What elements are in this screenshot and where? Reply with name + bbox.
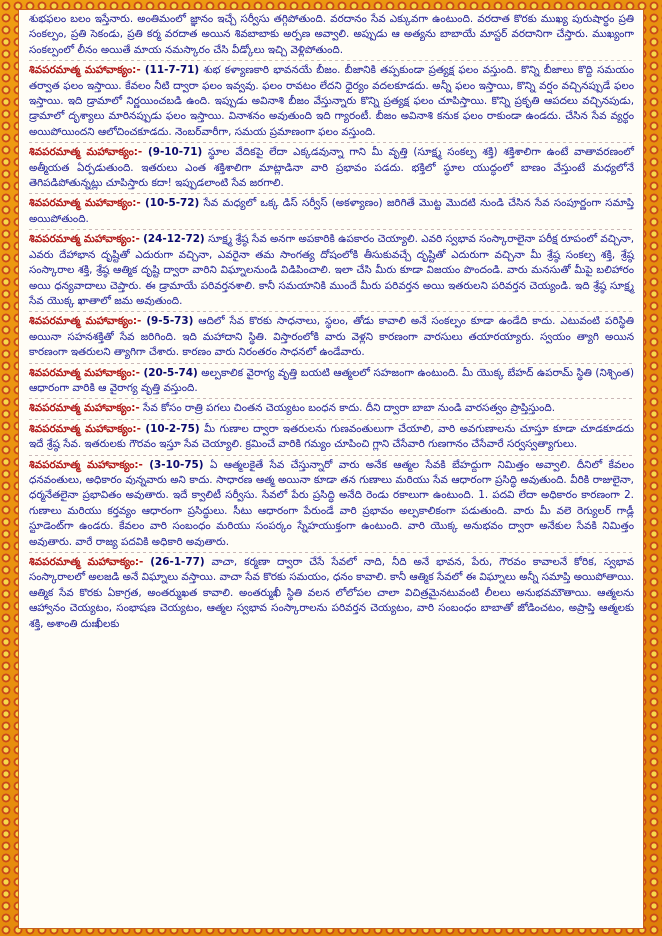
paragraph	[29, 422, 634, 453]
divider	[29, 455, 634, 456]
paragraph-heading: శివపరమాత్మ మహావాక్యం:-	[29, 197, 141, 210]
paragraph-date: (9-10-71)	[147, 146, 203, 159]
paragraph-date: (10-5-72)	[144, 197, 200, 210]
page	[19, 10, 643, 928]
divider	[29, 142, 634, 143]
paragraph-text: శుభఫలం బలం ఇస్తేనారు. అంతిమంలో జ్ఞానం ఇచ్చే సర్వీసు తగ్గిపోతుంది. వరదానం సేవ ఎక్కువగా ఉంటుంది. వరదాత కొరకు ముఖ్య పురుషార్థం ప్రతి సంకల్పం, ప్రతి సెకండు, ప్రతి కర్మ వరదాత అయిన శివబాబాకు అర్పణ అవ్వాలి. అప్పుడు ఆ అత్యను బాబాయే మాస్టర్ వరదానిగా చేస్తారు. ముఖ్యంగా సంకల్పంలో లీనం అయితే మాయ నమస్కారం చేసి వీడ్కోలు ఇచ్చి వెళ్లిపోతుంది.	[29, 13, 634, 56]
paragraph-text: సూక్ష్మ శ్రేష్ఠ సేవ అనగా అపకారికి ఉపకారం చెయ్యాలి. ఎవరి స్వభావ సంస్కారాలైనా పరీక్ష రూపంలో వచ్చినా, ఎవరు దేహాభాన దృష్టితో ఎదురుగా వచ్చినా, ఎవరైనా తమ సాంగత్య దోషంలోకి తీసుకువచ్చే దృష్టితో ఎదురుగా వచ్చినా మీ శ్రేష్ఠ సంకల్ప శక్తి, శ్రేష్ఠ సంస్కారాల శక్తి, శ్రేష్ఠ ఆత్మిక దృష్టి ద్వారా వారిని విఘ్నాలనుండి విడిపించాలి. ఇలా చేసి మీరు కూడా విజయం పొందండి. వారు మనసుతో మీపై బలిహారం అయి ధన్యవాదాలు చెప్తారు. ఈ డ్రామాయే పరివర్తనశాలి. కానీ సమయానికి ముందే మీరు పరివర్తన అయి ఇతరులని పరివర్తన చెయ్యండి. ఇది శ్రేష్ఠ సూక్ష్మ సేవ యొక్క ఖాతాలో జమ అవుతుంది.	[29, 233, 635, 307]
divider	[29, 363, 634, 364]
paragraph	[29, 145, 634, 191]
paragraph	[29, 458, 634, 550]
paragraph-heading: శివపరమాత్మ మహావాక్యం:-	[29, 146, 143, 159]
paragraph	[29, 555, 634, 632]
divider	[29, 552, 634, 553]
paragraph-text: ఆదిలో సేవ కొరకు సాధనాలు, స్థలం, తోడు కావాలి అనే సంకల్పం కూడా ఉండేది కాదు. ఎటువంటి పరిస్థితి అయినా సహనశక్తితో సేవ జరిగింది. ఇది మహాదాని స్థితి. విస్తారంలోకి వారు వెళ్లని కారణంగా వారసులు తయారయ్యారు. స్వయం త్యాగి అయిన కారణంగా ఇతరులని త్యాగిగా చేశారు. కారణం వారు నిరంతరం సాధనలో ఉండేవారు.	[29, 315, 634, 359]
paragraph-text: వాచా, కర్మణా ద్వారా చేసే సేవలో నాది, నీది అనే భావన, పేరు, గౌరవం కావాలనే కోరిక, స్వభావ సంస్కారాలలో అలజడి అనే విఘ్నాలు వస్తాయి. వాచా సేవ కొరకు సమయం, ధనం కావాలి. కానీ ఆత్మిక సేవలో ఈ విఘ్నాలు అన్నీ సమాప్తి అయిపోతాయి. ఆత్మిక సేవ కొరకు ఏకాగ్రత, అంతర్ముఖత కావాలి. అంతర్ముఖీ స్థితి వలన లోలోపల చాలా విచిత్రమైనటువంటి లీలలు అనుభవమౌతాయి. ఆత్మలను ఆహ్వానం చెయ్యటం, సంభాషణ చెయ్యటం, ఆత్మల స్వభావ సంస్కారాలను పరివర్తన చెయ్యటం, వారి సంబంధం బాబాతో జోడించటం, అప్రాప్తి ఆత్మలకు శక్తి, అశాంతి దుఃఖీలకు	[29, 556, 635, 630]
paragraph-heading: శివపరమాత్మ మహావాక్యం:-	[29, 556, 144, 568]
paragraph-text: సేవ మధ్యలో ఒక్క డిస్ సర్వీస్ (అకళ్యాణం) జరిగితే మొట్ట మొదటి నుండి చేసిన సేవ సంపూర్ణంగా సమాప్తి అయిపోతుంది.	[29, 197, 634, 225]
divider	[29, 60, 634, 61]
divider	[29, 229, 634, 230]
paragraph	[29, 12, 634, 58]
paragraph-text: అల్పకాలిక వైరాగ్య వృత్తి బయటి ఆత్మలలో సహజంగా ఉంటుంది. మీ యొక్క బేహద్ ఉపరామ్ స్థితి (నిశ్చింత) ఆధారంగా వారికి ఆ వైరాగ్య వృత్తి వస్తుంది.	[29, 366, 634, 394]
paragraph-text: ఏ ఆత్మలకైతే సేవ చేస్తున్నారో వారు అనేక ఆత్మల సేవకి బేహద్దుగా నిమిత్తం అవ్వాలి. దీనిలో కేవలం ధనవంతులు, అధికారం వున్నవారు అని కాదు. సాధారణ ఆత్మ అయినా కూడా తన గుణాలు మరియు సేవ ఆధారంగా ప్రసిద్ధి అవుతుంది. వీరికి రాజులైనా, ధర్మనేతలైనా ప్రభావితం అవుతారు. ఇదే క్వాలిటీ సర్వీసు. సేవలో పేరు ప్రసిద్ధి అనేది రెండు రకాలుగా ఉంటుంది. 1. పదవి లేదా అధికారం కారణంగా 2. గుణాలు మరియు కర్తవ్యం ఆధారంగా ప్రసిద్ధులు. సీటు ఆధారంగా పేరుండే వారి ప్రభావం అల్పకాలికంగా పడుతుంది. వారు మీ వలె రెగ్యులర్ గాడ్లీ స్టూడెంట్‌గా ఉండరు. కేవలం వారి సంబంధం మరియు సంపర్కం స్నేహయుక్తంగా ఉంటుంది. వారి యొక్క అనుభవం ద్వారా అనేకుల సేవకి నిమిత్తం అవుతారు. వారే రాజ్య పదవికి అధికారి అవుతారు.	[29, 458, 634, 548]
divider	[29, 311, 634, 312]
divider	[29, 398, 634, 399]
paragraph	[29, 366, 634, 397]
paragraph-text: మీ గుణాల ద్వారా ఇతరులను గుణవంతులుగా చేయాలి, వారి అవగుణాలను చూస్తూ కూడా చూడకూడదు ఇదే శ్రేష్ఠ సేవ. ఇతరులకు గౌరవం ఇస్తూ సేవ చెయ్యాలి. క్రమించే వారికి గమ్యం చూపించి గ్లాని చేసేవారి గుణగానం చేసేవారే సర్వస్వత్యాగులు.	[29, 422, 634, 451]
paragraph-date: (10-2-75)	[145, 422, 200, 435]
paragraph-date: (26-1-77)	[150, 556, 205, 568]
paragraph	[29, 63, 634, 140]
paragraph-date: (3-10-75)	[149, 458, 204, 471]
paragraph-text: సేవ కోసం రాత్రి పగలు చింతన చెయ్యటం బంధన కాదు. దీని ద్వారా బాబా నుండి వారసత్వం ప్రాప్తిస్తుంది.	[143, 402, 556, 415]
paragraph-heading: శివపరమాత్మ మహావాక్యం:-	[29, 402, 140, 415]
paragraph	[29, 401, 634, 416]
divider	[29, 193, 634, 194]
paragraph-heading: శివపరమాత్మ మహావాక్యం:-	[29, 422, 141, 435]
paragraph-date: (20-5-74)	[143, 366, 198, 379]
divider	[29, 419, 634, 420]
paragraph-date: (11-7-71)	[144, 64, 200, 77]
paragraph-text: శుభ కళ్యాణకారి భావనయే బీజం. బీజానికి తప్పకుండా ప్రత్యక్ష ఫలం వస్తుంది. కొన్ని బీజాలు కొద్ది సమయం తర్వాత ఫలం ఇస్తాయి. కేవలం నీటి ద్వారా ఫలం ఇవ్వవు. ఫలం రావటం లేదని ధైర్యం వదలకూడదు. అన్నీ ఫలం ఇస్తాయి, కొన్ని వర్షం వచ్చినప్పుడే ఫలం ఇస్తాయి. ఇది డ్రామాలో నిర్ణయించబడి ఉంది. ఇప్పుడు అవినాశి బీజం వేస్తున్నారు కొన్ని ప్రత్యక్ష ఫలం చూపిస్తాయి. కొన్ని ప్రకృతి ఆపదలు వచ్చినపుడు, డ్రామాలో దృశ్యాలు మారినప్పుడు ఫలం ఇస్తాయి. వినాశనం అవుతుంది ఇది గ్యారంటీ. బీజం అవినాశి కనుక ఫలం రాకుండా ఉండదు. చేసిన సేవ వ్యర్థం అయిపోయిందని ఆలోచించకూడదు. నెంబర్‌వారీగా, సమయ ప్రమాణంగా ఫలం వస్తుంది.	[29, 64, 634, 138]
paragraph-date: (24-12-72)	[143, 233, 205, 246]
paragraph	[29, 196, 634, 227]
paragraph-date: (9-5-73)	[146, 315, 194, 328]
paragraph-heading: శివపరమాత్మ మహావాక్యం:-	[29, 458, 143, 471]
paragraph-heading: శివపరమాత్మ మహావాక్యం:-	[29, 315, 142, 328]
paragraph	[29, 314, 634, 360]
paragraph	[29, 232, 634, 309]
paragraph-heading: శివపరమాత్మ మహావాక్యం:-	[29, 233, 140, 246]
paragraph-heading: శివపరమాత్మ మహావాక్యం:-	[29, 366, 140, 379]
paragraph-heading: శివపరమాత్మ మహావాక్యం:-	[29, 64, 141, 77]
document-body	[19, 10, 643, 632]
paragraph-text: స్థూల వేదికపై లేదా ఎక్కడవున్నా గాని మీ వృత్తి (సూక్ష్మ సంకల్ప శక్తి) శక్తిశాలిగా ఉంటే వాతావరణంలో అత్మీయత ఏర్పడుతుంది. ఇతరులు ఎంత శక్తిశాలిగా మాట్లాడినా వారి ప్రభావం పడదు. భక్తిలో స్థూల యుద్ధంలో బాణం వేస్తుంటే మధ్యలోనే తెగిపడిపోతున్నట్లు చూపిస్తారు కదా! ఇప్పుడలాంటి సేవ జరగాలి.	[29, 146, 635, 190]
